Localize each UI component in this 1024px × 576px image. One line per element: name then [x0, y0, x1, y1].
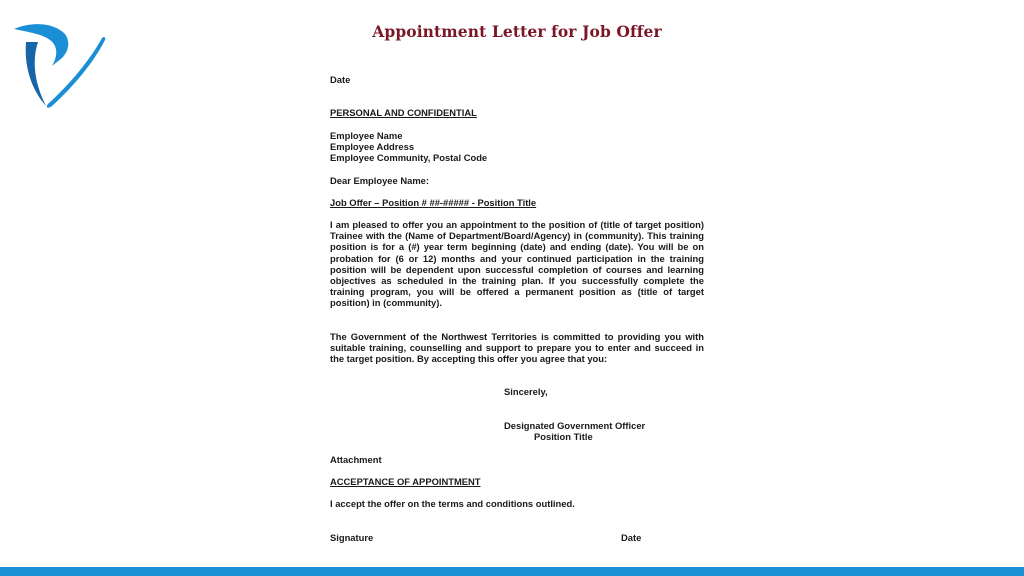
- address-line: Employee Name: [330, 130, 403, 141]
- confidential-heading: PERSONAL AND CONFIDENTIAL: [330, 107, 477, 118]
- salutation: Dear Employee Name:: [330, 175, 430, 186]
- acceptance-text: I accept the offer on the terms and conditions outlined.: [330, 498, 575, 509]
- body-paragraph-1: I am pleased to offer you an appointment to the position of (title of target position) Trainee with the (Name of Department/Board/Agency) in (community). This training position is for a (#) year term beginning (date) and ending (date). You will be on probation for (6 or 12) months and your continued participation in the training position will be dependent upon successful completion of courses and learning objectives as scheduled in the training plan. If you successfully complete the training program, you will be offered a permanent position as (title of target position) in (community).: [330, 219, 704, 309]
- acceptance-heading: ACCEPTANCE OF APPOINTMENT: [330, 476, 481, 487]
- date-label: Date: [330, 74, 351, 85]
- body-paragraph-2: The Government of the Northwest Territories is committed to providing you with suitable training, counselling and support to prepare you to enter and succeed in the target position. By accepting this offer you agree that you:: [330, 331, 704, 365]
- footer-bar: [0, 567, 1024, 576]
- signature-label: Signature: [330, 532, 374, 543]
- address-line: Employee Community, Postal Code: [330, 152, 488, 163]
- signer-title: Designated Government Officer: [504, 420, 646, 431]
- attachment-label: Attachment: [330, 454, 382, 465]
- subject-line: Job Offer – Position # ##-##### - Position Title: [330, 197, 537, 208]
- address-line: Employee Address: [330, 141, 415, 152]
- page-title: Appointment Letter for Job Offer: [372, 22, 662, 41]
- signature-date-label: Date: [621, 532, 642, 543]
- signer-position: Position Title: [534, 431, 593, 442]
- closing: Sincerely,: [504, 386, 548, 397]
